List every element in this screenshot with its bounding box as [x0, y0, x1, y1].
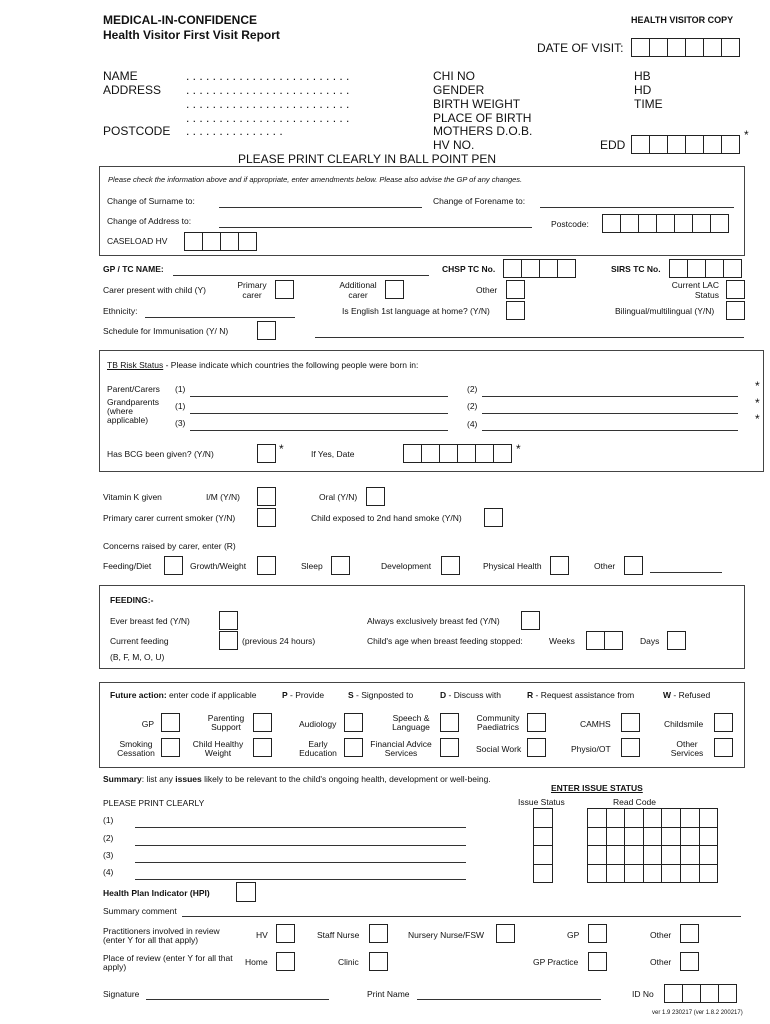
gender-label: GENDER: [433, 83, 485, 97]
additional-carer-label: Additional carer: [339, 280, 377, 300]
action-community-label: Community Paediatrics: [476, 713, 520, 732]
code-provide-letter: P: [282, 690, 288, 700]
action-smoking-box[interactable]: [161, 738, 180, 757]
concern-physical-box[interactable]: [550, 556, 569, 575]
summary-n1: (1): [103, 815, 114, 825]
code-discuss-text: - Discuss with: [446, 690, 501, 700]
future-action-heading: [110, 690, 256, 700]
code-refused-text: - Refused: [671, 690, 711, 700]
gp-tc-line[interactable]: [173, 275, 429, 276]
action-childsmile-label: Childsmile: [664, 719, 704, 729]
code-provide: [282, 690, 324, 700]
other-carer-label: Other: [476, 285, 498, 295]
place-clinic-box[interactable]: [369, 952, 388, 971]
current-lac-label: Current LAC Status: [671, 280, 719, 300]
edd-label: EDD: [600, 138, 626, 152]
grandparents-line-4[interactable]: [482, 430, 738, 431]
summary-n4: (4): [103, 867, 114, 877]
place-other-label: Other: [650, 957, 672, 967]
parents-label: Parent/Carers: [107, 384, 160, 394]
postcode-dots: . . . . . . . . . . . . . . .: [186, 124, 283, 138]
action-social-label: Social Work: [476, 744, 522, 754]
enter-issue-status: ENTER ISSUE STATUS: [551, 783, 643, 793]
code-provide-text: - Provide: [287, 690, 325, 700]
parents-n1: (1): [175, 384, 186, 394]
smoker-label: Primary carer current smoker (Y/N): [103, 513, 236, 523]
summary-text-1: : list any: [141, 774, 176, 784]
days-box[interactable]: [667, 631, 686, 650]
immunisation-label: Schedule for Immunisation (Y/ N): [103, 326, 229, 336]
bilingual-label: Bilingual/multilingual (Y/N): [615, 306, 715, 316]
code-signposted-text: - Signposted to: [353, 690, 414, 700]
weeks-label: Weeks: [549, 636, 575, 646]
address-change-line[interactable]: [219, 227, 532, 228]
parents-line-2[interactable]: [482, 396, 738, 397]
immunisation-line[interactable]: [315, 337, 744, 338]
english-label: Is English 1st language at home? (Y/N): [342, 306, 490, 316]
address-dots-1: . . . . . . . . . . . . . . . . . . . . . . . . .: [186, 83, 350, 97]
concern-growth-label: Growth/Weight: [190, 561, 247, 571]
summary-line-4[interactable]: [135, 879, 466, 880]
date-of-visit-label: DATE OF VISIT:: [537, 41, 624, 55]
print-clearly-label: PLEASE PRINT CLEARLY: [103, 798, 205, 808]
signature-label: Signature: [103, 989, 140, 999]
place-gp-practice-box[interactable]: [588, 952, 607, 971]
id-no-boxes[interactable]: [664, 984, 737, 1003]
address-label: ADDRESS: [103, 83, 162, 97]
action-camhs-box[interactable]: [621, 713, 640, 732]
edd-asterisk: *: [744, 128, 749, 142]
summary-heading: [103, 774, 491, 784]
place-home-box[interactable]: [276, 952, 295, 971]
ever-breast-box[interactable]: [219, 611, 238, 630]
grandparents-n2: (2): [467, 401, 478, 411]
summary-line-1[interactable]: [135, 827, 466, 828]
issue-status-grid[interactable]: [533, 808, 553, 883]
address-dots-3: . . . . . . . . . . . . . . . . . . . . . . . . .: [186, 111, 350, 125]
parents-asterisk: *: [755, 379, 760, 393]
sirs-label: SIRS TC No.: [611, 264, 661, 274]
action-gp-label: GP: [141, 719, 154, 729]
forename-label: Change of Forename to:: [433, 196, 526, 206]
hpi-label: Health Plan Indicator (HPI): [103, 888, 210, 898]
grandparents-line-1[interactable]: [190, 413, 448, 414]
gp-tc-label: GP / TC NAME:: [103, 264, 164, 274]
bilingual-box[interactable]: [726, 301, 745, 320]
action-other-box[interactable]: [714, 738, 733, 757]
place-clinic-label: Clinic: [338, 957, 359, 967]
bcg-date-boxes[interactable]: [403, 444, 512, 463]
immunisation-box[interactable]: [257, 321, 276, 340]
time-label: TIME: [634, 97, 663, 111]
ethnicity-label: Ethnicity:: [103, 306, 138, 316]
concern-physical-label: Physical Health: [483, 561, 542, 571]
signature-line[interactable]: [146, 999, 329, 1000]
primary-carer-label: Primary carer: [237, 280, 267, 300]
primary-carer-box[interactable]: [275, 280, 294, 299]
feeding-section: [99, 585, 745, 669]
amendments-note: Please check the information above and if appropriate, enter amendments below. Please also advise the GP of any changes.: [108, 175, 523, 184]
place-of-birth-label: PLACE OF BIRTH: [433, 111, 532, 125]
grandparents-n4: (4): [467, 419, 478, 429]
tb-risk-title: TB Risk Status: [107, 360, 164, 370]
code-refused-letter: W: [663, 690, 672, 700]
tb-risk-heading: [107, 360, 418, 370]
concern-sleep-label: Sleep: [301, 561, 323, 571]
action-parenting-label: Parenting Support: [207, 713, 245, 732]
issue-status-header: Issue Status: [518, 797, 565, 807]
code-signposted: [348, 690, 413, 700]
surname-label: Change of Surname to:: [107, 196, 195, 206]
prac-hv-box[interactable]: [276, 924, 295, 943]
english-box[interactable]: [506, 301, 525, 320]
copy-label: HEALTH VISITOR COPY: [631, 15, 734, 25]
chsp-boxes[interactable]: [503, 259, 576, 278]
action-healthy-weight-box[interactable]: [253, 738, 272, 757]
days-label: Days: [640, 636, 660, 646]
summary-n2: (2): [103, 833, 114, 843]
grandparents-asterisk-2: *: [755, 412, 760, 426]
prac-staff-nurse-box[interactable]: [369, 924, 388, 943]
action-smoking-label: Smoking Cessation: [117, 739, 155, 758]
prac-nursery-box[interactable]: [496, 924, 515, 943]
ever-breast-label: Ever breast fed (Y/N): [110, 616, 190, 626]
ethnicity-line[interactable]: [145, 317, 295, 318]
hv-no-label: HV NO.: [433, 138, 475, 152]
action-audiology-box[interactable]: [344, 713, 363, 732]
confidentiality-title: MEDICAL-IN-CONFIDENCE: [103, 13, 257, 27]
age-stopped-label: Child's age when breast feeding stopped:: [367, 636, 523, 646]
vitamin-k-im-box[interactable]: [257, 487, 276, 506]
code-refused: [663, 690, 710, 700]
always-breast-box[interactable]: [521, 611, 540, 630]
concern-growth-box[interactable]: [257, 556, 276, 575]
practitioners-label: Practitioners involved in review (enter Y for all that apply): [103, 926, 220, 945]
hb-label: HB: [634, 69, 651, 83]
action-gp-box[interactable]: [161, 713, 180, 732]
read-code-header: Read Code: [613, 797, 657, 807]
print-notice: PLEASE PRINT CLEARLY IN BALL POINT PEN: [238, 152, 497, 166]
version-label: ver 1.9 230217 (ver 1.8.2 200217): [652, 1010, 743, 1016]
grandparents-label: Grandparents (where applicable): [107, 397, 159, 425]
action-community-box[interactable]: [527, 713, 546, 732]
bcg-asterisk: *: [279, 442, 284, 456]
concern-feeding-box[interactable]: [164, 556, 183, 575]
action-physio-box[interactable]: [621, 738, 640, 757]
vitamin-k-oral-label: Oral (Y/N): [319, 492, 358, 502]
future-action-title: Future action:: [110, 690, 167, 700]
current-feeding-label: Current feeding: [110, 636, 169, 646]
future-action-desc: enter code if applicable: [166, 690, 257, 700]
name-dots: . . . . . . . . . . . . . . . . . . . . . . . . .: [186, 69, 350, 83]
prac-nursery-label: Nursery Nurse/FSW: [408, 930, 485, 940]
vitamin-k-im-label: I/M (Y/N): [206, 492, 240, 502]
code-signposted-letter: S: [348, 690, 354, 700]
vitamin-k-oral-box[interactable]: [366, 487, 385, 506]
action-financial-box[interactable]: [440, 738, 459, 757]
bcg-box[interactable]: [257, 444, 276, 463]
hd-label: HD: [634, 83, 652, 97]
grandparents-line-3[interactable]: [190, 430, 448, 431]
concern-other-label: Other: [594, 561, 616, 571]
caseload-boxes[interactable]: [184, 232, 257, 251]
place-of-review-label: Place of review (enter Y for all that apply): [103, 953, 233, 972]
mothers-dob-label: MOTHERS D.O.B.: [433, 124, 533, 138]
id-no-label: ID No: [632, 989, 654, 999]
action-early-ed-label: Early Education: [299, 739, 337, 758]
action-physio-label: Physio/OT: [571, 744, 611, 754]
grandparents-line-2[interactable]: [482, 413, 738, 414]
caseload-label: CASELOAD HV: [107, 236, 168, 246]
place-gp-practice-label: GP Practice: [533, 957, 579, 967]
postcode-change-label: Postcode:: [551, 219, 589, 229]
previous-24-label: (previous 24 hours): [242, 636, 316, 646]
postcode-label: POSTCODE: [103, 124, 171, 138]
code-discuss: [440, 690, 501, 700]
grandparents-n1: (1): [175, 401, 186, 411]
concern-sleep-box[interactable]: [331, 556, 350, 575]
birth-weight-label: BIRTH WEIGHT: [433, 97, 521, 111]
carer-present-label: Carer present with child (Y): [103, 285, 206, 295]
current-lac-box[interactable]: [726, 280, 745, 299]
prac-staff-nurse-label: Staff Nurse: [317, 930, 360, 940]
place-home-label: Home: [245, 957, 268, 967]
always-breast-label: Always exclusively breast fed (Y/N): [367, 616, 500, 626]
action-speech-label: Speech & Language: [392, 713, 430, 732]
action-financial-label: Financial Advice Services: [370, 739, 432, 758]
summary-line-3[interactable]: [135, 862, 466, 863]
concern-development-box[interactable]: [441, 556, 460, 575]
postcode-change-boxes[interactable]: [602, 214, 729, 233]
current-feeding-box[interactable]: [219, 631, 238, 650]
summary-text-2: likely to be relevant to the child's ongoing health, development or well-being.: [201, 774, 491, 784]
summary-comment-line[interactable]: [182, 916, 741, 917]
action-early-ed-box[interactable]: [344, 738, 363, 757]
action-other-label: Other Services: [670, 739, 704, 758]
feeding-codes-label: (B, F, M, O, U): [110, 652, 165, 662]
summary-comment-label: Summary comment: [103, 906, 177, 916]
action-healthy-weight-label: Child Healthy Weight: [192, 739, 244, 758]
action-childsmile-box[interactable]: [714, 713, 733, 732]
action-audiology-label: Audiology: [299, 719, 337, 729]
summary-label: Summary: [103, 774, 142, 784]
chsp-label: CHSP TC No.: [442, 264, 496, 274]
read-code-grid[interactable]: [587, 808, 718, 883]
weeks-boxes[interactable]: [586, 631, 623, 650]
prac-other-label: Other: [650, 930, 672, 940]
other-carer-box[interactable]: [506, 280, 525, 299]
code-discuss-letter: D: [440, 690, 447, 700]
summary-line-2[interactable]: [135, 845, 466, 846]
concerns-title: Concerns raised by carer, enter (R): [103, 541, 236, 551]
form-title: Health Visitor First Visit Report: [103, 28, 280, 42]
grandparents-asterisk-1: *: [755, 396, 760, 410]
action-camhs-label: CAMHS: [580, 719, 611, 729]
address-change-label: Change of Address to:: [107, 216, 192, 226]
vitamin-k-label: Vitamin K given: [103, 492, 162, 502]
grandparents-n3: (3): [175, 418, 186, 428]
hpi-box[interactable]: [236, 882, 256, 902]
bcg-date-label: If Yes, Date: [311, 449, 355, 459]
print-name-label: Print Name: [367, 989, 410, 999]
concern-other-line[interactable]: [650, 572, 722, 573]
action-social-box[interactable]: [527, 738, 546, 757]
code-request-letter: R: [527, 690, 534, 700]
name-label: NAME: [103, 69, 138, 83]
edd-boxes[interactable]: [631, 135, 740, 154]
smoker-box[interactable]: [257, 508, 276, 527]
chi-label: CHI NO: [433, 69, 475, 83]
feeding-title: FEEDING:-: [110, 595, 154, 605]
print-name-line[interactable]: [417, 999, 601, 1000]
tb-risk-desc: - Please indicate which countries the following people were born in:: [163, 360, 419, 370]
action-speech-box[interactable]: [440, 713, 459, 732]
summary-issues: issues: [175, 774, 202, 784]
prac-hv-label: HV: [256, 930, 268, 940]
smoke-exposure-box[interactable]: [484, 508, 503, 527]
date-of-visit-boxes[interactable]: [631, 38, 740, 57]
code-request: [527, 690, 634, 700]
bcg-date-asterisk: *: [516, 442, 521, 456]
sirs-boxes[interactable]: [669, 259, 742, 278]
address-dots-2: . . . . . . . . . . . . . . . . . . . . . . . . .: [186, 97, 350, 111]
surname-line[interactable]: [219, 207, 422, 208]
concern-development-label: Development: [381, 561, 432, 571]
smoke-exposure-label: Child exposed to 2nd hand smoke (Y/N): [311, 513, 462, 523]
parents-n2: (2): [467, 384, 478, 394]
summary-n3: (3): [103, 850, 114, 860]
code-request-text: - Request assistance from: [533, 690, 635, 700]
prac-other-box[interactable]: [680, 924, 699, 943]
place-other-box[interactable]: [680, 952, 699, 971]
additional-carer-box[interactable]: [385, 280, 404, 299]
prac-gp-label: GP: [567, 930, 580, 940]
concern-feeding-label: Feeding/Diet: [103, 561, 152, 571]
parents-line-1[interactable]: [190, 396, 448, 397]
bcg-label: Has BCG been given? (Y/N): [107, 449, 214, 459]
forename-line[interactable]: [540, 207, 734, 208]
prac-gp-box[interactable]: [588, 924, 607, 943]
action-parenting-box[interactable]: [253, 713, 272, 732]
concern-other-box[interactable]: [624, 556, 643, 575]
